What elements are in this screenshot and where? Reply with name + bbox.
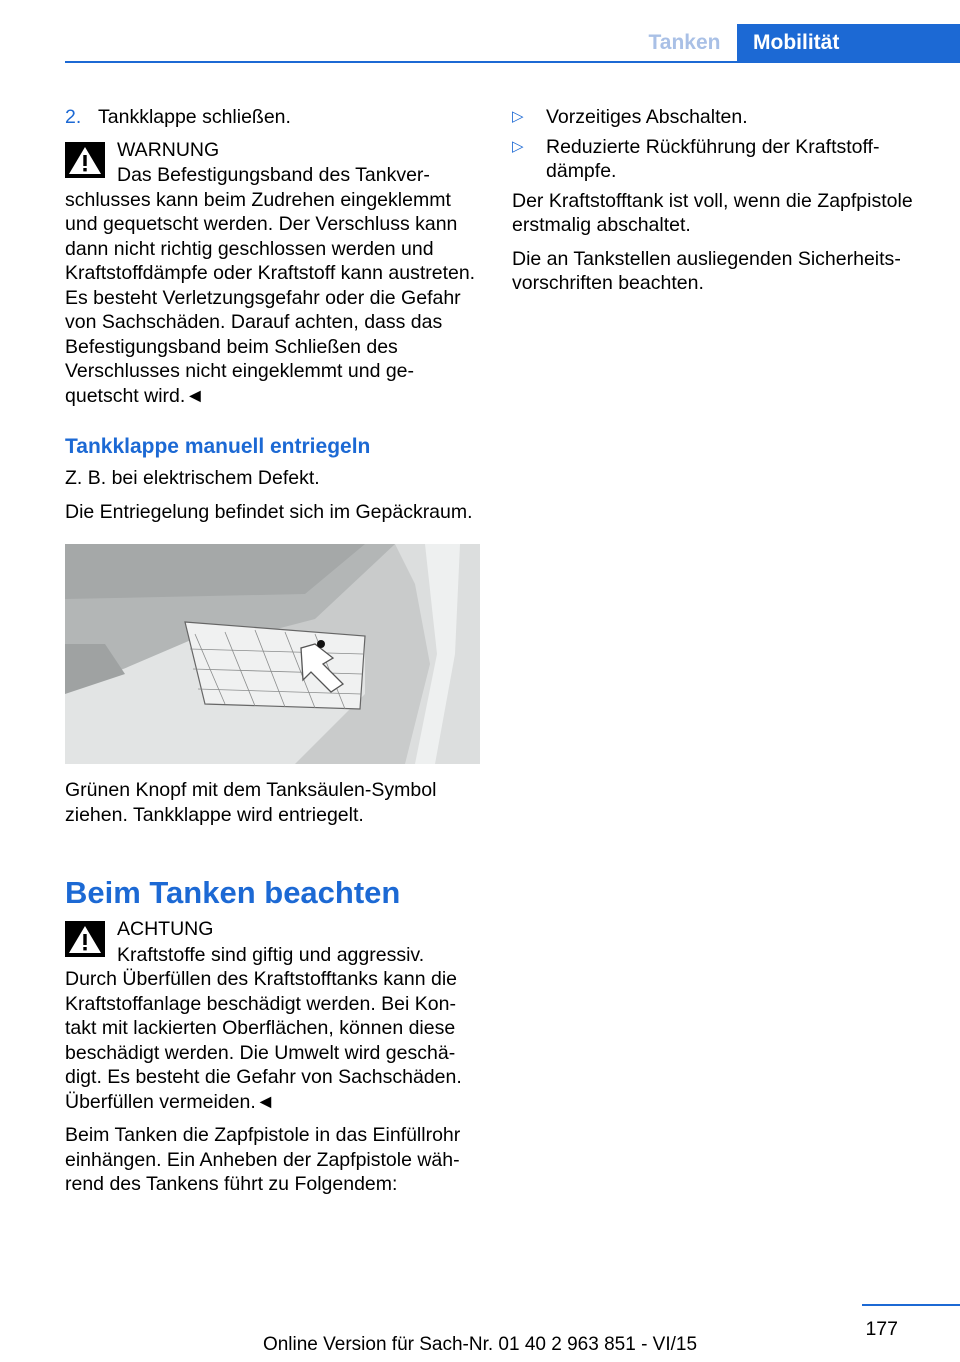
footer-online-version: Online Version für Sach-Nr. 01 40 2 963 851 - VI/15	[262, 1334, 698, 1355]
subheading-manual-release: Tankklappe manuell entriegeln	[65, 435, 371, 458]
list-item-text: Vorzeitiges Abschalten.	[546, 106, 748, 128]
right-column	[512, 105, 932, 305]
list-item	[512, 105, 932, 130]
step-number: 2.	[65, 106, 82, 128]
paragraph: Beim Tanken die Zapfpistole in das Einfüllrohr einhängen. Ein Anheben der Zapfpistole während des Tankens führt zu Folgendem:	[65, 1124, 461, 1195]
caution-text: Kraftstoffe sind giftig und aggressiv. Durch Überfüllen des Kraftstofftanks kann die Kraftstoffanlage beschädigt werden. Bei Kontakt mit lackierten Oberflächen, können diese beschädigt werden. Die Umwelt wird geschädigt. Es besteht die Gefahr von Sachschäden. Überfüllen vermeiden.◄	[65, 943, 462, 1113]
warning-block	[65, 138, 480, 409]
list-item-text: Reduzierte Rückführung der Kraftstoffdämpfe.	[546, 135, 880, 182]
trunk-release-photo	[65, 544, 480, 764]
paragraph: Die an Tankstellen ausliegenden Sicherheitsvorschriften beachten.	[512, 247, 901, 294]
triangle-right-icon: ▷	[512, 137, 524, 155]
heading-beim-tanken: Beim Tanken beachten	[65, 875, 401, 910]
step-text: Tankklappe schließen.	[98, 106, 291, 128]
warning-triangle-icon	[65, 142, 105, 178]
header-rule	[65, 61, 960, 63]
tab-tanken: Tanken	[648, 30, 721, 54]
triangle-right-icon: ▷	[512, 108, 524, 125]
footer-rule	[862, 1304, 960, 1306]
warning-label: WARNUNG	[117, 138, 220, 161]
tab-mobilitaet: Mobilität	[737, 24, 960, 61]
page-number: 177	[865, 1318, 898, 1340]
paragraph: Die Entriegelung befindet sich im Gepäckraum.	[65, 500, 473, 523]
warning-triangle-icon	[65, 921, 105, 957]
paragraph: Der Kraftstofftank ist voll, wenn die Zapfpistole erstmalig abschaltet.	[512, 189, 913, 236]
left-column	[65, 105, 480, 1206]
list-item	[512, 135, 932, 184]
caution-block	[65, 917, 480, 1114]
caution-label: ACHTUNG	[117, 918, 214, 940]
step-2	[65, 105, 480, 130]
warning-text: Das Befestigungsband des Tankverschlusses kann beim Zudrehen eingeklemmt und gequetscht werden. Der Verschluss kann dann nicht richtig geschlossen werden und Kraftstoffdämpfe oder Kraftstoff kann austreten. Es besteht Verletzungsgefahr oder die Gefahr von Sachschäden. Darauf achten, dass das Befestigungsband beim Schließen des Verschlusses nicht eingeklemmt und gequetscht wird.◄	[65, 164, 476, 407]
image-caption: Grünen Knopf mit dem Tanksäulen-Symbol ziehen. Tankklappe wird entriegelt.	[65, 779, 437, 826]
paragraph: Z. B. bei elektrischem Defekt.	[65, 467, 320, 489]
